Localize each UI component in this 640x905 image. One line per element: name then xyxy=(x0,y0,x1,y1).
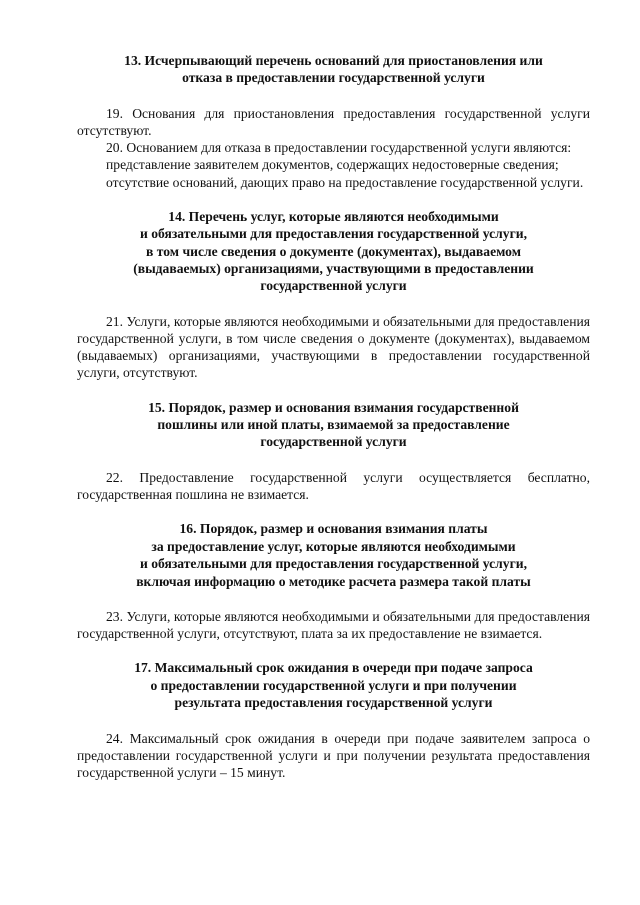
heading-line: государственной услуги xyxy=(260,278,407,294)
heading-line: 13. Исчерпывающий перечень оснований для приостановления или xyxy=(124,53,543,68)
heading-line: результата предоставления государственной услуги xyxy=(174,695,493,711)
heading-line: включая информацию о методике расчета размера такой платы xyxy=(136,573,531,589)
section-17-heading xyxy=(77,659,590,711)
heading-line: о предоставлении государственной услуги и при получении xyxy=(150,677,517,693)
heading-line: в том числе сведения о документе (документах), выдаваемом xyxy=(146,243,521,259)
heading-line: и обязательными для предоставления государственной услуги, xyxy=(140,226,527,242)
paragraph-20: 20. Основанием для отказа в предоставлении государственной услуги являются: xyxy=(106,140,572,156)
section-16-heading xyxy=(77,520,590,590)
heading-line: 17. Максимальный срок ожидания в очереди при подаче запроса xyxy=(134,660,533,676)
paragraph-20-item-2: отсутствие оснований, дающих право на предоставление государственной услуги. xyxy=(106,174,584,190)
section-15-heading xyxy=(77,399,590,451)
heading-line: 16. Порядок, размер и основания взимания платы xyxy=(179,521,488,537)
section-14-heading xyxy=(77,208,590,295)
paragraph-23: 23. Услуги, которые являются необходимыми и обязательными для предоставления государственной услуги, отсутствуют, плата за их предоставление не взимается. xyxy=(77,608,590,642)
heading-line: отказа в предоставлении государственной услуги xyxy=(182,70,485,86)
paragraph-21: 21. Услуги, которые являются необходимыми и обязательными для предоставления государственной услуги, в том числе сведения о документе (документах), выдаваемом (выдаваемых) организациями, участвующими в предоставлении государственной услуги, отсутствуют. xyxy=(77,313,590,381)
heading-line: и обязательными для предоставления государственной услуги, xyxy=(140,556,527,572)
paragraph-19: 19. Основания для приостановления предоставления государственной услуги отсутствуют. xyxy=(77,105,590,139)
paragraph-22: 22. Предоставление государственной услуги осуществляется бесплатно, государственная пошлина не взимается. xyxy=(77,469,590,503)
heading-line: 15. Порядок, размер и основания взимания государственной xyxy=(148,399,519,415)
heading-line: 14. Перечень услуг, которые являются необходимыми xyxy=(168,208,499,224)
heading-line: пошлины или иной платы, взимаемой за предоставление xyxy=(157,417,510,433)
paragraph-20-item-1: представление заявителем документов, содержащих недостоверные сведения; xyxy=(106,157,559,173)
heading-line: государственной услуги xyxy=(260,434,407,450)
heading-line: за предоставление услуг, которые являются необходимыми xyxy=(151,538,516,554)
document-body xyxy=(77,52,590,781)
paragraph-24: 24. Максимальный срок ожидания в очереди при подаче заявителем запроса о предоставлении государственной услуги и при получении результата предоставления государственной услуги – 15 минут. xyxy=(77,730,590,780)
heading-line: (выдаваемых) организациями, участвующими в предоставлении xyxy=(133,261,534,277)
section-13-heading xyxy=(77,52,590,87)
